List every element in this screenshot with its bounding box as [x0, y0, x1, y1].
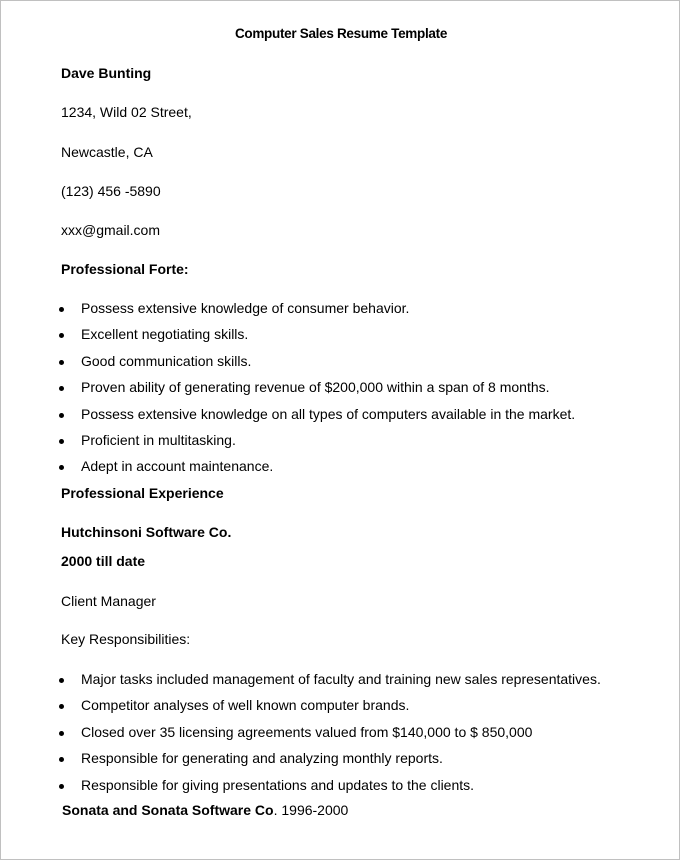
forte-list — [56, 299, 575, 484]
list-item: Closed over 35 licensing agreements valued from $140,000 to $ 850,000 — [56, 723, 601, 749]
job2-company: Sonata and Sonata Software Co — [62, 802, 274, 818]
list-item: Competitor analyses of well known computer brands. — [56, 696, 601, 722]
job1-responsibilities-list — [56, 670, 601, 802]
list-item: Good communication skills. — [56, 352, 575, 378]
list-item: Possess extensive knowledge of consumer behavior. — [56, 299, 575, 325]
candidate-name: Dave Bunting — [61, 65, 152, 81]
list-item: Excellent negotiating skills. — [56, 325, 575, 351]
list-item: Adept in account maintenance. — [56, 457, 575, 483]
list-item: Proficient in multitasking. — [56, 431, 575, 457]
list-item: Major tasks included management of faculty and training new sales representatives. — [56, 670, 601, 696]
list-item: Proven ability of generating revenue of $200,000 within a span of 8 months. — [56, 378, 575, 404]
job2-line — [62, 802, 348, 818]
email-address: xxx@gmail.com — [61, 222, 161, 238]
phone-number: (123) 456 -5890 — [61, 183, 161, 199]
job1-role: Client Manager — [61, 593, 156, 609]
address-line-2: Newcastle, CA — [61, 144, 153, 160]
job2-period: . 1996-2000 — [273, 802, 349, 818]
forte-heading: Professional Forte: — [61, 261, 189, 277]
document-title: Computer Sales Resume Template — [234, 26, 448, 41]
experience-heading: Professional Experience — [61, 485, 224, 501]
address-line-1: 1234, Wild 02 Street, — [61, 104, 192, 120]
list-item: Possess extensive knowledge on all types of computers available in the market. — [56, 405, 575, 431]
job1-responsibilities-label: Key Responsibilities: — [61, 631, 191, 647]
job1-company: Hutchinsoni Software Co. — [61, 524, 232, 540]
list-item: Responsible for giving presentations and updates to the clients. — [56, 776, 601, 802]
list-item: Responsible for generating and analyzing monthly reports. — [56, 749, 601, 775]
job1-period: 2000 till date — [61, 553, 146, 569]
